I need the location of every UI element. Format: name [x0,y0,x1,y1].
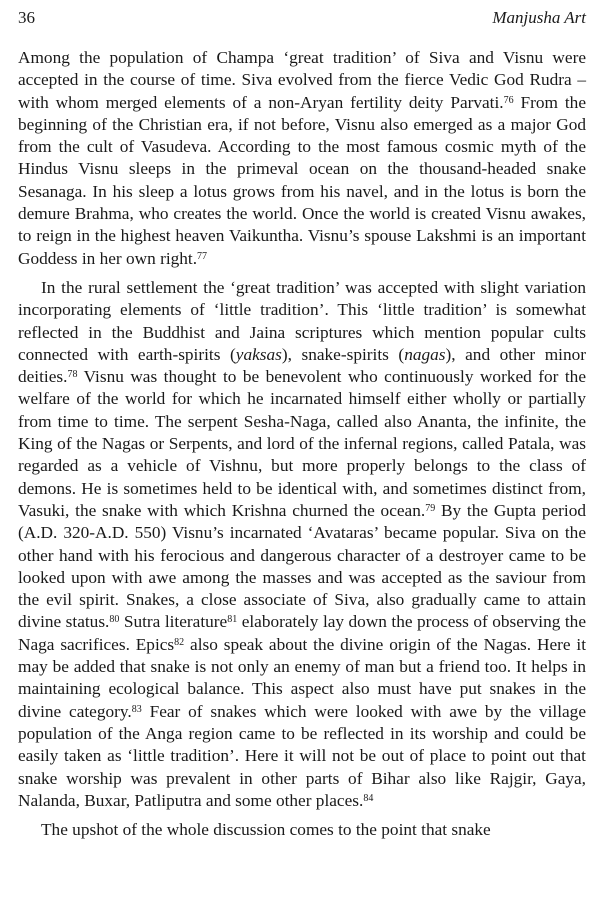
text-run: By the Gupta period (A.D. 320-A.D. 550) Visnu’s incarnated ‘Avataras’ became popular. Siva on the other hand with his ferocious and dangerous character of a destroyer came to be looked upon with awe among the masses and was accepted as the saviour from the evil spirit. Snakes, a close associate of Siva, also gradually came to attain divine status. [18,500,586,632]
footnote-marker: 81 [227,614,238,626]
running-head [18,6,586,30]
text-run: In the rural settlement the ‘great tradition’ was accepted with slight variation incorporating elements of ‘little tradition’. This ‘little tradition’ is somewhat reflected in the Buddhist and Jaina scriptures which mention popular cults connected with earth-spirits ( [18,277,586,364]
text-run: elaborately lay down the process of observing the Naga sacrifices. Epics [18,612,586,654]
book-page [18,6,586,841]
italic-term: yaksas [235,344,282,364]
footnote-marker: 79 [425,502,436,514]
text-run: From the beginning of the Christian era, if not before, Visnu also emerged as a major God from the cult of Vasudeva. According to the most famous cosmic myth of the Hindus Visnu sleeps in the primeval ocean on the thousand-headed snake Sesanaga. In his sleep a lotus grows from his navel, and in the lotus is born the demure Brahma, who creates the world. Once the world is created Visnu awakes, to reign in the highest heaven Vaikuntha. Visnu’s spouse Lakshmi is an important Goddess in her own right. [18,92,586,268]
footnote-marker: 83 [131,703,142,715]
footnote-marker: 84 [363,792,374,804]
text-run: Among the population of Champa ‘great tradition’ of Siva and Visnu were accepted in the course of time. Siva evolved from the fierce Vedic God Rudra – with whom merged elements of a non-Aryan fertility deity Parvati. [18,48,586,112]
paragraph-champa-traditions [18,47,586,270]
footnote-marker: 78 [67,369,78,381]
text-run: ), and other minor deities. [18,344,587,387]
italic-term: nagas [404,344,446,364]
text-run: ), snake-spirits ( [281,344,405,364]
text-run: Visnu was thought to be benevolent who continuously worked for the welfare of the world for which he incarnated himself either wholly or partially from time to time. The serpent Sesha-Naga, called also Ananta, the infinite, the King of the Nagas or Serpents, and lord of the infernal regions, called Patala, was regarded as a vehicle of Vishnu, but more properly belongs to the class of demons. He is sometimes held to be identical with, and sometimes distinct from, Vasuki, the snake with which Krishna churned the ocean. [18,367,586,520]
book-title: Manjusha Art [492,8,586,27]
footnote-marker: 80 [109,614,120,626]
page-number: 36 [18,8,35,27]
text-run: Sutra literature [119,612,228,632]
paragraph-rural-settlement [18,277,586,812]
footnote-marker: 77 [197,250,208,262]
text-run: also speak about the divine origin of the Nagas. Here it may be added that snake is not only an enemy of man but a friend too. It helps in maintaining ecological balance. This aspect also must have put snakes in the divine category. [18,634,586,721]
paragraph-upshot [18,819,586,841]
body-text [18,47,586,841]
footnote-marker: 82 [174,636,185,648]
footnote-marker: 76 [503,94,514,106]
text-run: Fear of snakes which were looked with awe by the village population of the Anga region came to be reflected in its worship and could be easily taken as ‘little tradition’. Here it will not be out of place to point out that snake worship was prevalent in other parts of Bihar also like Rajgir, Gaya, Nalanda, Buxar, Patliputra and some other places. [18,701,586,810]
text-run: The upshot of the whole discussion comes to the point that snake [41,820,491,840]
